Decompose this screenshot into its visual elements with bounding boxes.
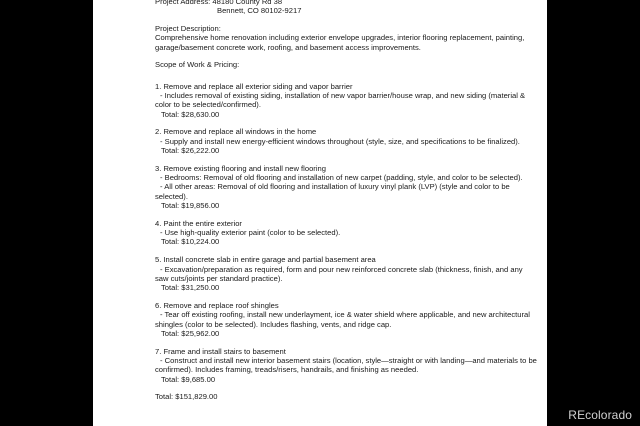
scope-item-title: 6. Remove and replace roof shingles [155, 300, 279, 310]
scope-item [155, 255, 538, 301]
scope-item-detail: - Construct and install new interior basement stairs (location, style—straight or with landing—and materials to be confirmed). Includes framing, treads/risers, handrails, and finishing as needed. [155, 355, 537, 375]
scope-item-total: Total: $9,685.00 [161, 374, 216, 384]
scope-item [155, 127, 538, 163]
scope-item-list [155, 82, 538, 393]
address-street: 48180 County Rd 38 [212, 0, 283, 6]
document-body [155, 0, 538, 402]
watermark-logo: REcolorado [568, 408, 632, 422]
scope-item [155, 301, 538, 347]
scope-item-detail: - Excavation/preparation as required, form and pour new reinforced concrete slab (thickness, finish, and any saw cuts/joints per standard practice). [155, 264, 523, 283]
scope-item-detail: - Use high-quality exterior paint (color to be selected). [160, 228, 341, 238]
scope-item-total: Total: $19,856.00 [161, 201, 220, 211]
scope-item [155, 82, 538, 128]
scope-item-title: 5. Install concrete slab in entire garage and partial basement area [155, 255, 376, 265]
scope-item-title: 2. Remove and replace all windows in the home [155, 127, 317, 137]
scope-item-total: Total: $25,962.00 [161, 328, 220, 338]
scope-item-title: 4. Paint the entire exterior [155, 218, 242, 228]
scope-item-title: 1. Remove and replace all exterior siding and vapor barrier [155, 81, 353, 91]
scope-item [155, 164, 538, 219]
scope-item-detail: - Bedrooms: Removal of old flooring and installation of new carpet (padding, style, and color to be selected). [160, 173, 523, 183]
scope-item-total: Total: $10,224.00 [161, 237, 220, 247]
scope-heading: Scope of Work & Pricing: [155, 60, 240, 70]
description-label: Project Description: [155, 24, 221, 34]
description-text: Comprehensive home renovation including exterior envelope upgrades, interior flooring replacement, painting, garage/basement concrete work, roofing, and basement access improvements. [155, 33, 525, 52]
grand-total: Total: $151,829.00 [155, 392, 218, 402]
scope-item-total: Total: $28,630.00 [161, 109, 220, 119]
scope-item-total: Total: $31,250.00 [161, 283, 220, 293]
scope-item-title: 7. Frame and install stairs to basement [155, 346, 286, 356]
document-page [93, 0, 547, 426]
scope-item-title: 3. Remove existing flooring and install new flooring [155, 163, 326, 173]
scope-item-detail: - Includes removal of existing siding, installation of new vapor barrier/house wrap, and new siding (material & color to be selected/confirmed). [155, 91, 526, 110]
scope-item [155, 219, 538, 255]
scope-item-detail: - Tear off existing roofing, install new underlayment, ice & water shield where applicable, and new architectural shingles (color to be selected). Includes flashing, vents, and ridge cap. [155, 310, 530, 329]
scope-item [155, 347, 538, 393]
scope-item-detail: - Supply and install new energy-efficient windows throughout (style, size, and specifications to be finalized). [160, 136, 520, 146]
address-city: Bennett, CO 80102-9217 [217, 6, 302, 16]
address-label: Project Address: [155, 0, 211, 6]
scope-item-total: Total: $26,222.00 [161, 146, 220, 156]
scope-item-detail: - All other areas: Removal of old flooring and installation of luxury vinyl plank (LVP) (style and color to be selected). [155, 182, 510, 201]
